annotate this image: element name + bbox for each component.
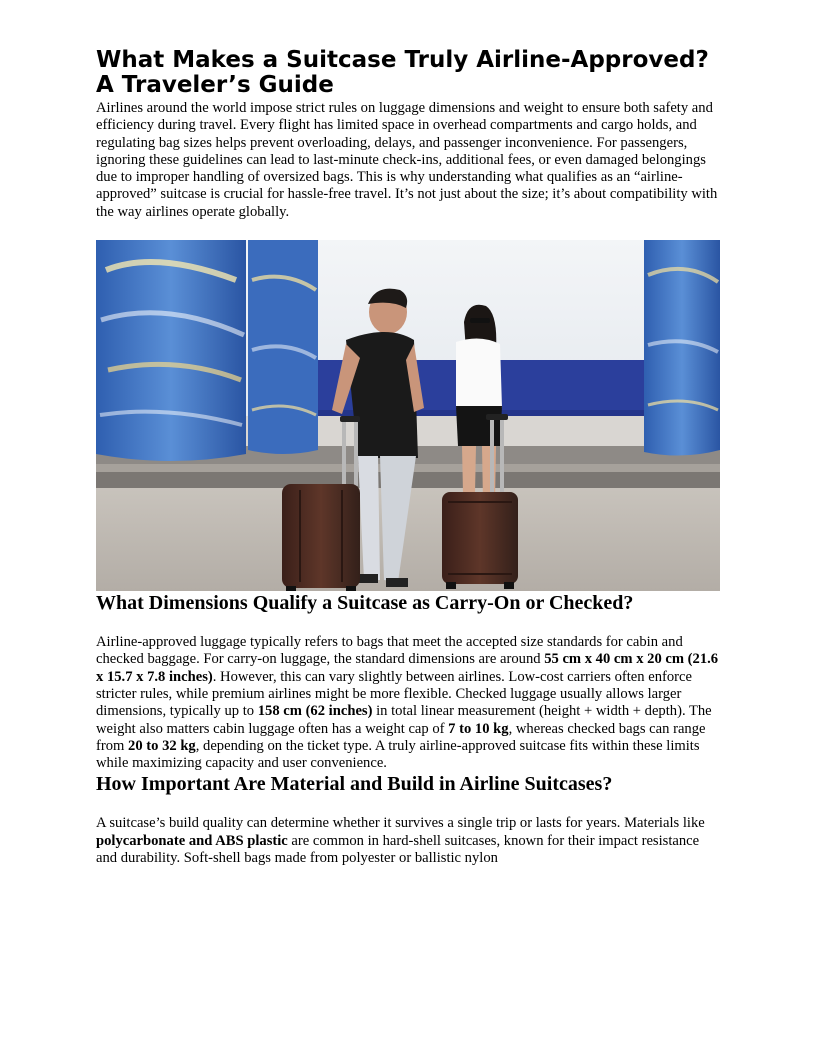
dimensions-paragraph: Airline-approved luggage typically refers to bags that meet the accepted size standards for cabin and checked baggage. For carry-on luggage, the standard dimensions are around 55 cm x 40 cm x 20 cm (21.6 x 15.7 x 7.8 inches). However, this can vary slightly between airlines. Low-cost carriers often enforce stricter rules, while premium airlines might be more flexible. Checked luggage usually allows larger dimensions, typically up to 158 cm (62 inches) in total linear measurement (height + width + depth). The weight also matters cabin luggage often has a weight cap of 7 to 10 kg, whereas checked bags can range from 20 to 32 kg, depending on the ticket type. A truly airline-approved suitcase fits within these limits while maximizing capacity and user convenience.: [96, 634, 719, 772]
material-paragraph: A suitcase’s build quality can determine whether it survives a single trip or lasts for years. Materials like polycarbonate and ABS plastic are common in hard-shell suitcases, known for their impact resistance and durability. Soft-shell bags made from polyester or ballistic nylon: [96, 815, 705, 867]
intro-paragraph: Airlines around the world impose strict rules on luggage dimensions and weight to ensure both safety and efficiency during travel. Every flight has limited space in overhead compartments and cargo holds, and regulating bag sizes helps prevent overloading, delays, and passenger inconvenience. For passengers, ignoring these guidelines can lead to last-minute check-ins, additional fees, or even damaged belongings due to improper handling of oversized bags. This is why understanding what qualifies as an “airline-approved” suitcase is crucial for hassle-free travel. It’s not just about the size; it’s about compatibility with the way airlines operate globally.: [96, 100, 718, 220]
material-heading: How Important Are Material and Build in Airline Suitcases?: [96, 773, 613, 796]
article: [96, 48, 720, 867]
dimensions-heading: What Dimensions Qualify a Suitcase as Carry-On or Checked?: [96, 592, 634, 615]
article-title: [96, 48, 720, 98]
article-title-line2: A Traveler’s Guide: [96, 72, 334, 98]
article-title-line1: What Makes a Suitcase Truly Airline-Approved?: [96, 47, 709, 73]
travelers-with-suitcases-photo: [96, 240, 720, 591]
